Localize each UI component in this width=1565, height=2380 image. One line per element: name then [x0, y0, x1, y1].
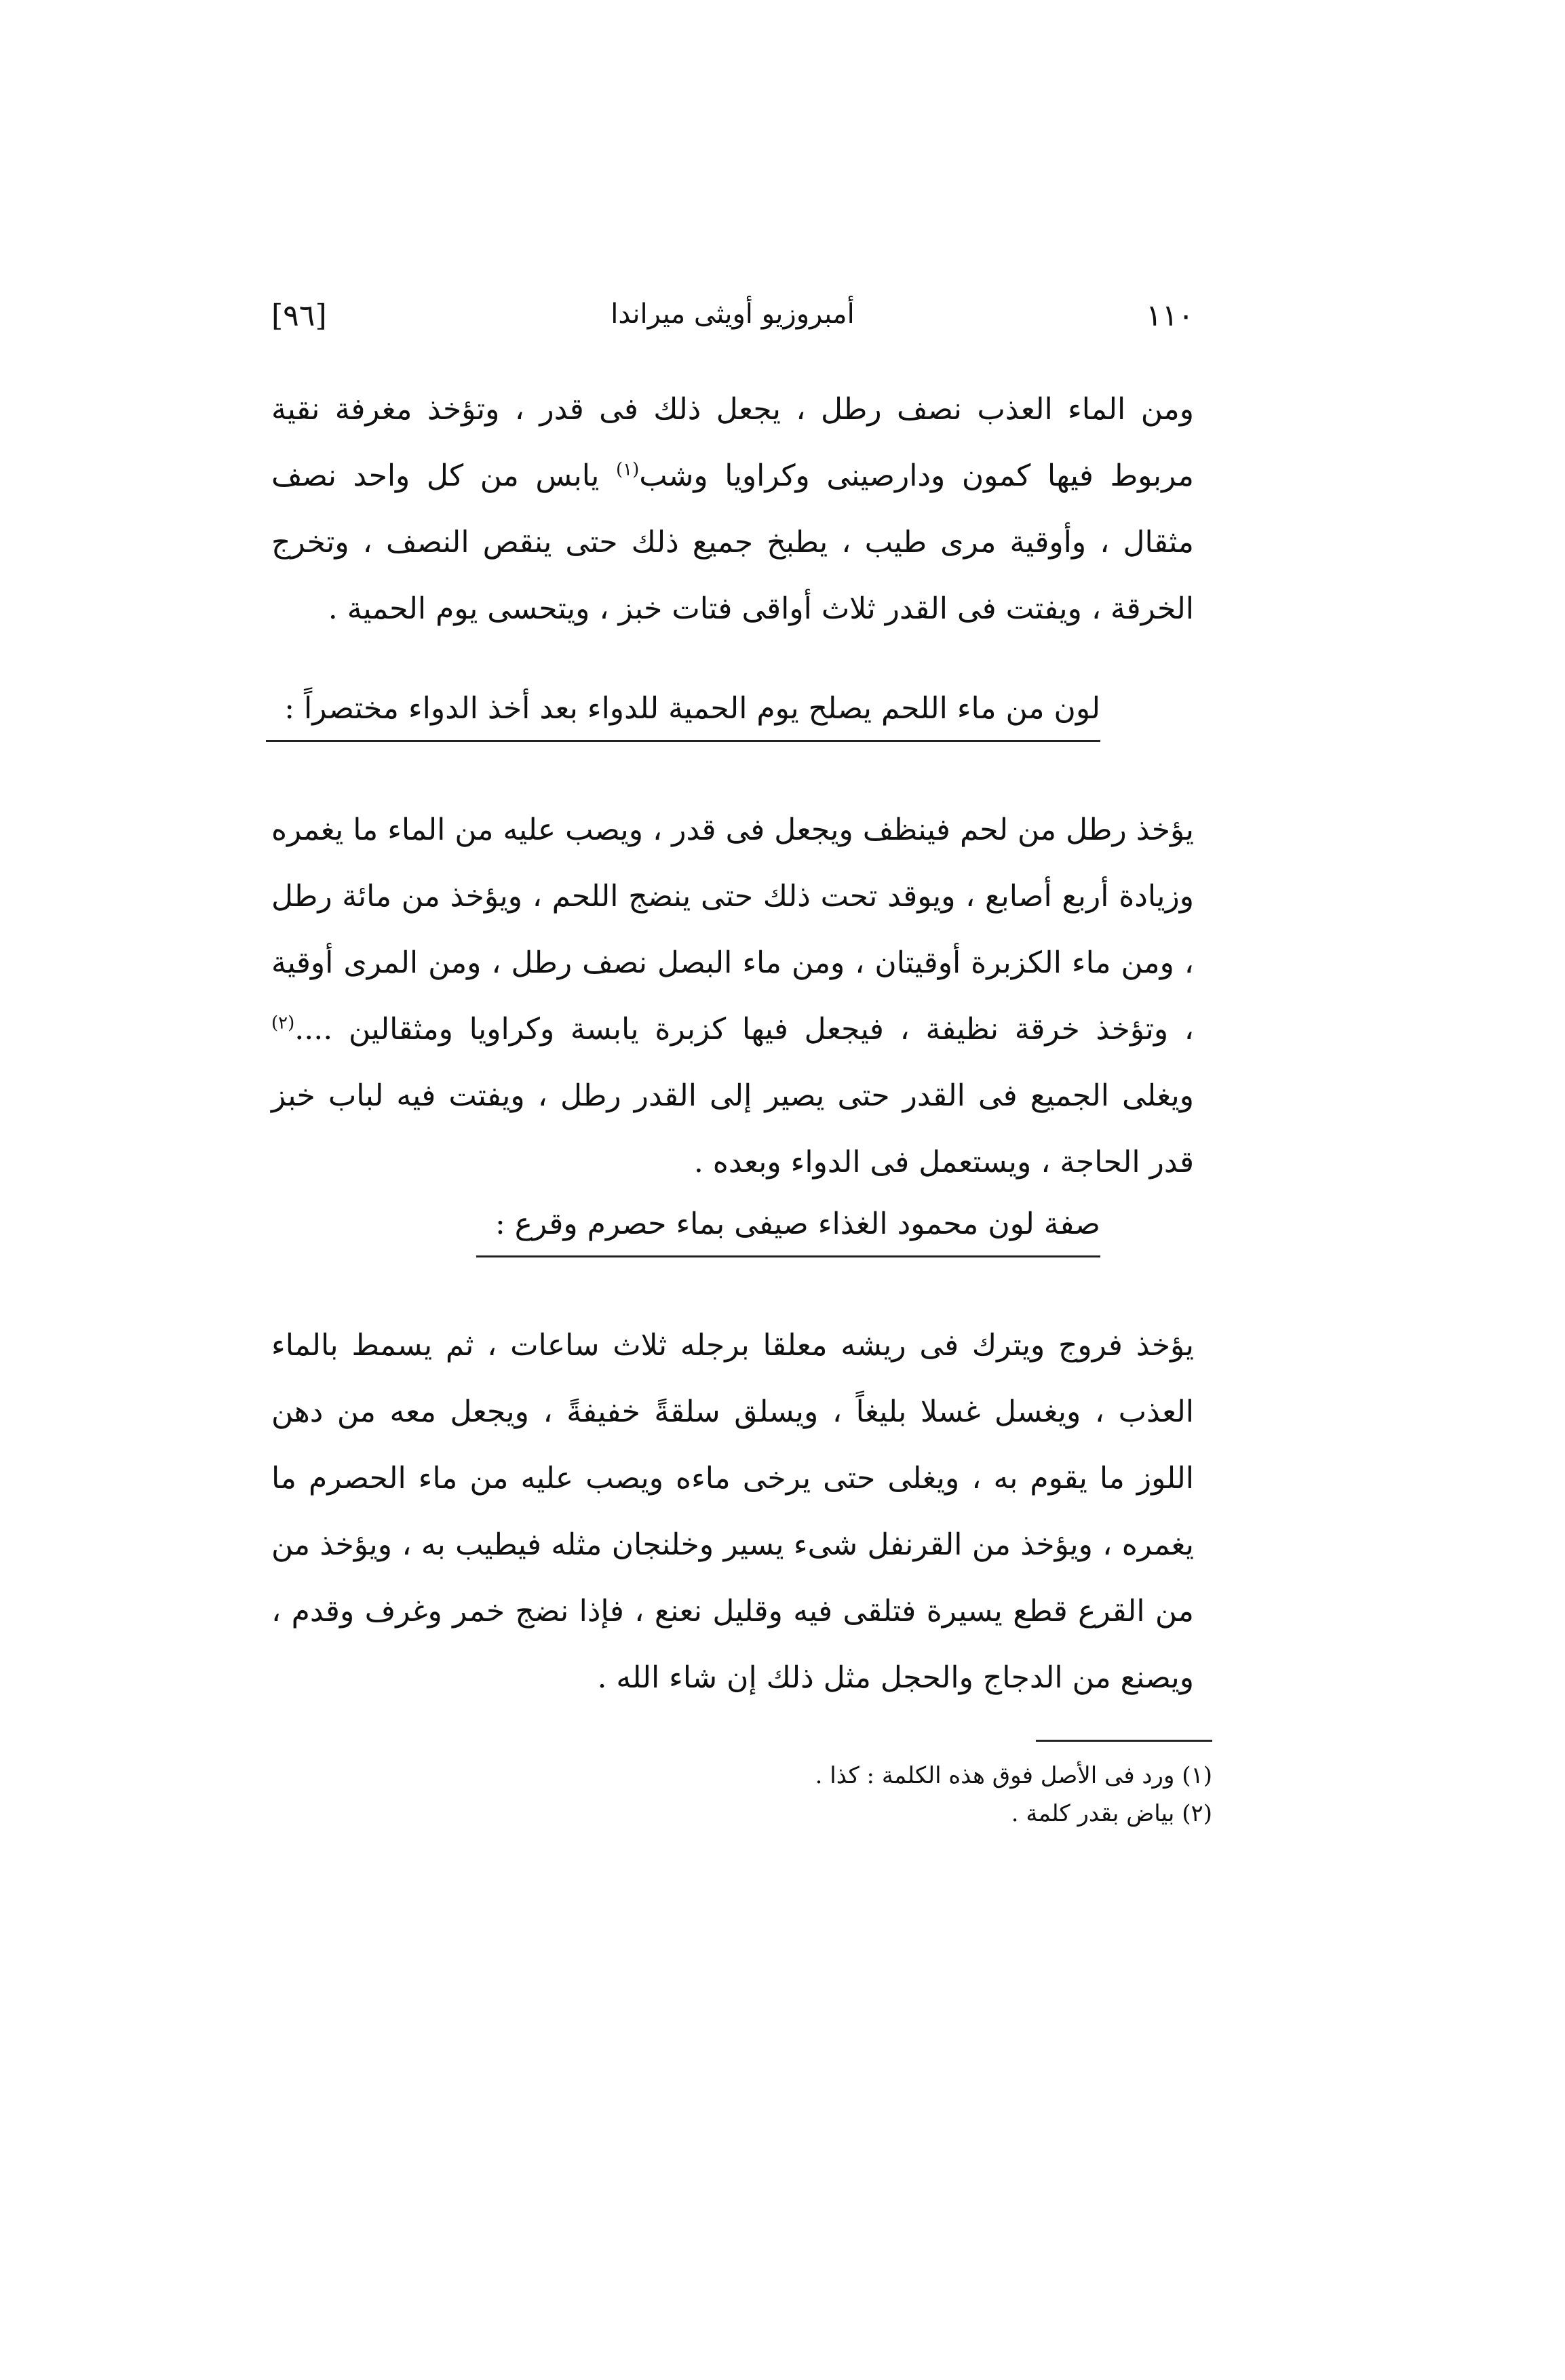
running-title: أمبروزيو أويثى ميراندا	[611, 298, 855, 330]
footnote-1: (١) ورد فى الأصل فوق هذه الكلمة : كذا .	[815, 1762, 1212, 1789]
footnote-2: (٢) بياض بقدر كلمة .	[1011, 1800, 1212, 1827]
recipe-paragraph-3: يؤخذ فروج ويترك فى ريشه معلقا برجله ثلاث ساعات ، ثم يسمط بالماء العذب ، ويغسل غسلا بليغاً ، ويسلق سلقةً خفيفةً ، ويجعل معه من دهن اللوز ما يقوم به ، ويغلى حتى يرخى ماءه ويصب عليه من ماء الحصرم ما يغمره ، ويؤخذ من القرنفل شىء يسير وخلنجان مثله فيطيب به ، ويؤخذ من من القرع قطع يسيرة فتلقى فيه وقليل نعنع ، فإذا نضج خمر وغرف وقدم ، ويصنع من الدجاج والحجل مثل ذلك إن شاء الله .	[271, 1328, 1194, 1695]
paragraph-text: يابس من كل واحد نصف مثقال ، وأوقية مرى طيب ، يطبخ جميع ذلك حتى ينقص النصف ، وتخرج الخرقة ، ويفتت فى القدر ثلاث أواقى فتات خبز ، ويتحسى يوم الحمية .	[271, 459, 1194, 626]
section-heading-summer-dish: صفة لون محمود الغذاء صيفى بماء حصرم وقرع :	[476, 1197, 1100, 1257]
footnotes	[602, 1757, 1212, 1833]
page-number: ١١٠	[1146, 298, 1194, 333]
page-header	[271, 298, 1194, 353]
footnote-marker-2: (٢)	[271, 1013, 295, 1034]
section-heading-meat-broth: لون من ماء اللحم يصلح يوم الحمية للدواء بعد أخذ الدواء مختصراً :	[266, 682, 1100, 742]
original-page-number: [٩٦]	[271, 298, 327, 333]
footnote-divider	[1036, 1740, 1212, 1742]
paragraph-text: يؤخذ رطل من لحم فينظف ويجعل فى قدر ، ويصب عليه من الماء ما يغمره وزيادة أربع أصابع ، ويوقد تحت ذلك حتى ينضج اللحم ، ويؤخذ من مائة رطل ، ومن ماء الكزبرة أوقيتان ، ومن ماء البصل نصف رطل ، ومن المرى أوقية ، وتؤخذ خرقة نظيفة ، فيجعل فيها كزبرة يابسة وكراويا ومثقالين ....	[271, 813, 1194, 1047]
recipe-paragraph-2	[271, 797, 1194, 1196]
paragraph-text: ويغلى الجميع فى القدر حتى يصير إلى القدر رطل ، ويفتت فيه لباب خبز قدر الحاجة ، ويستعمل فى الدواء وبعده .	[271, 1078, 1194, 1179]
recipe-paragraph-1	[271, 376, 1194, 642]
paragraph-text: ومن الماء العذب نصف رطل ، يجعل ذلك فى قدر ، وتؤخذ مغرفة نقية مربوط فيها كمون ودارصينى وكراويا وشب	[271, 392, 1194, 493]
footnote-marker-1: (١)	[616, 459, 640, 480]
